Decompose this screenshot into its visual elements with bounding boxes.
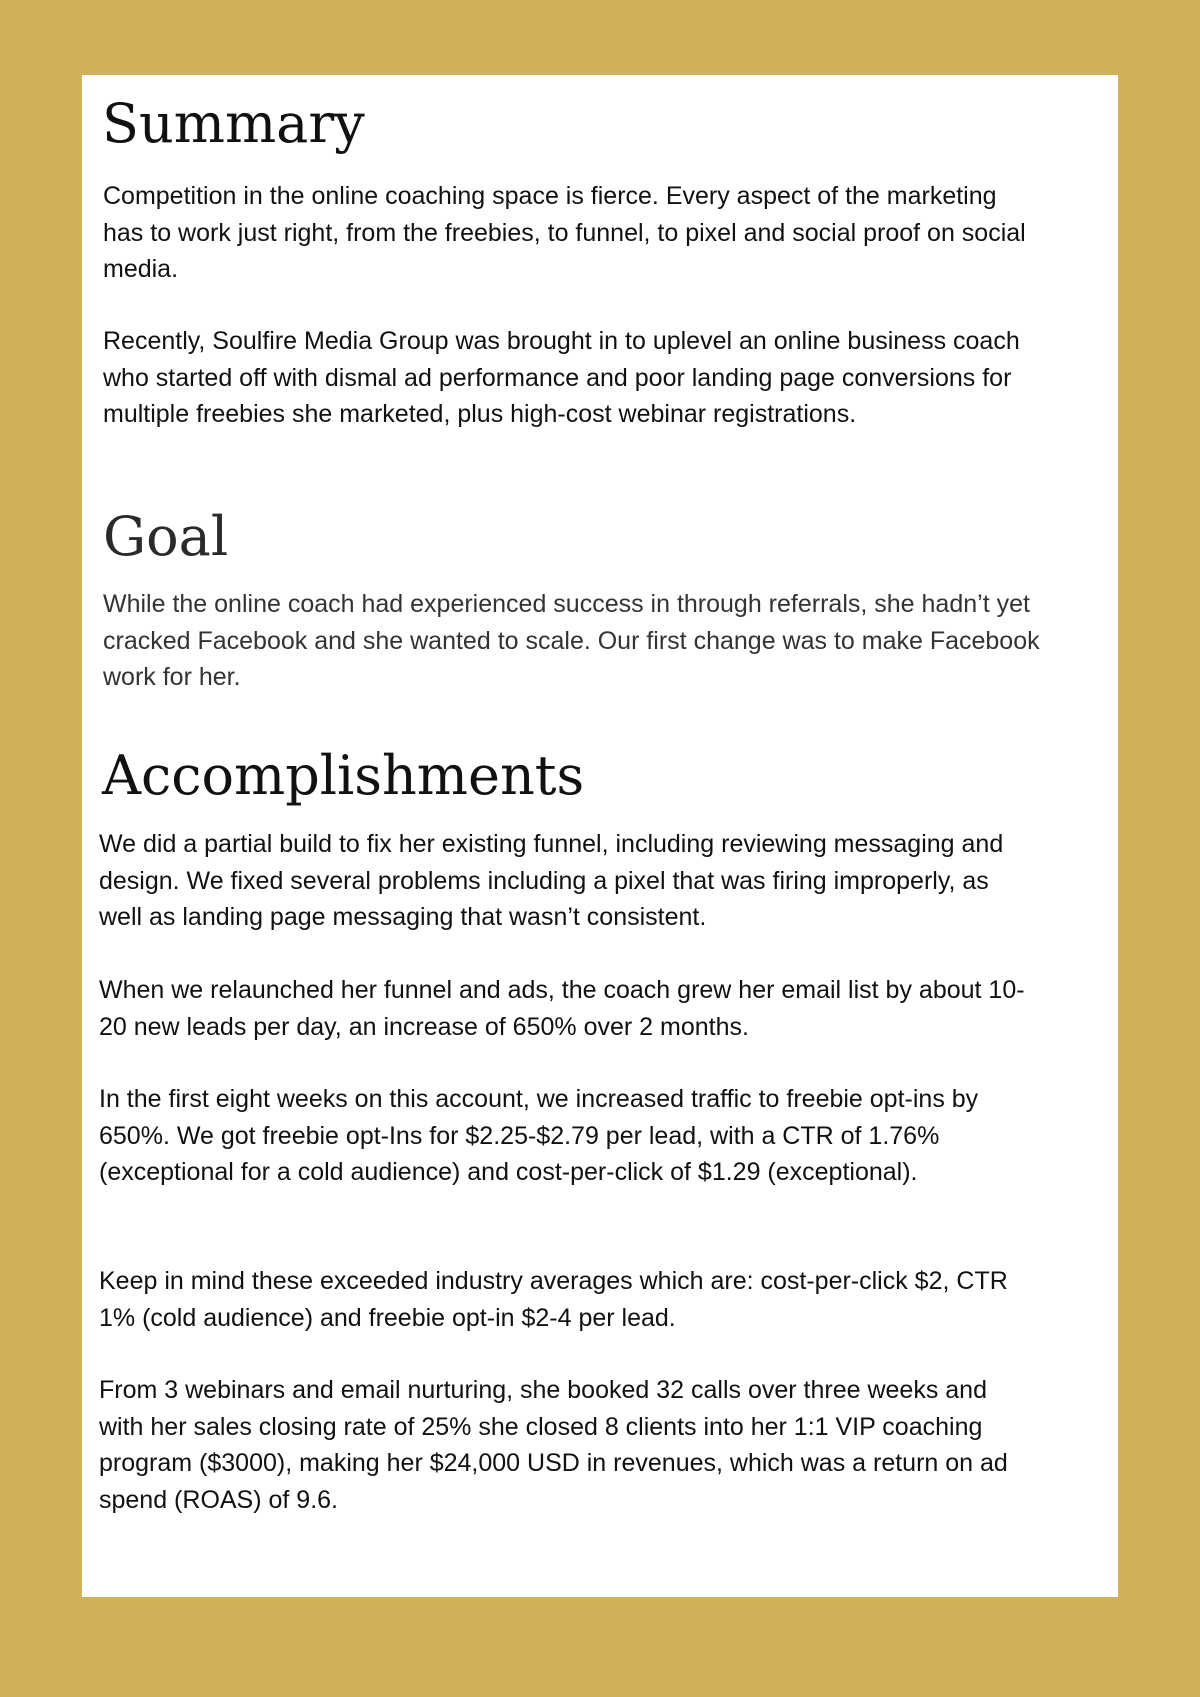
summary-paragraph-1: Competition in the online coaching space is fierce. Every aspect of the marketing has to work just right, from the freebies, to funnel, to pixel and social proof on social media. bbox=[103, 182, 1026, 283]
content-card bbox=[82, 75, 1118, 1597]
summary-heading: Summary bbox=[102, 92, 365, 155]
accomplishments-paragraph-4: Keep in mind these exceeded industry averages which are: cost-per-click $2, CTR 1% (cold audience) and freebie opt-in $2-4 per lead. bbox=[99, 1267, 1008, 1332]
accomplishments-heading: Accomplishments bbox=[102, 744, 585, 807]
accomplishments-paragraph-5: From 3 webinars and email nurturing, she booked 32 calls over three weeks and with her sales closing rate of 25% she closed 8 clients into her 1:1 VIP coaching program ($3000), making her $24,000 USD in revenues, which was a return on ad spend (ROAS) of 9.6. bbox=[99, 1376, 1008, 1514]
accomplishments-paragraph-1: We did a partial build to fix her existing funnel, including reviewing messaging and design. We fixed several problems including a pixel that was firing improperly, as well as landing page messaging that wasn’t consistent. bbox=[99, 830, 1004, 931]
accomplishments-paragraph-2: When we relaunched her funnel and ads, the coach grew her email list by about 10-20 new leads per day, an increase of 650% over 2 months. bbox=[99, 976, 1025, 1041]
summary-paragraph-2: Recently, Soulfire Media Group was brought in to uplevel an online business coach who started off with dismal ad performance and poor landing page conversions for multiple freebies she marketed, plus high-cost webinar registrations. bbox=[103, 327, 1020, 428]
accomplishments-paragraph-3: In the first eight weeks on this account, we increased traffic to freebie opt-ins by 650%. We got freebie opt-Ins for $2.25-$2.79 per lead, with a CTR of 1.76% (exceptional for a cold audience) and cost-per-click of $1.29 (exceptional). bbox=[99, 1085, 979, 1186]
goal-paragraph: While the online coach had experienced success in through referrals, she hadn’t yet cracked Facebook and she wanted to scale. Our first change was to make Facebook work for her. bbox=[103, 590, 1040, 691]
goal-heading: Goal bbox=[103, 505, 229, 568]
